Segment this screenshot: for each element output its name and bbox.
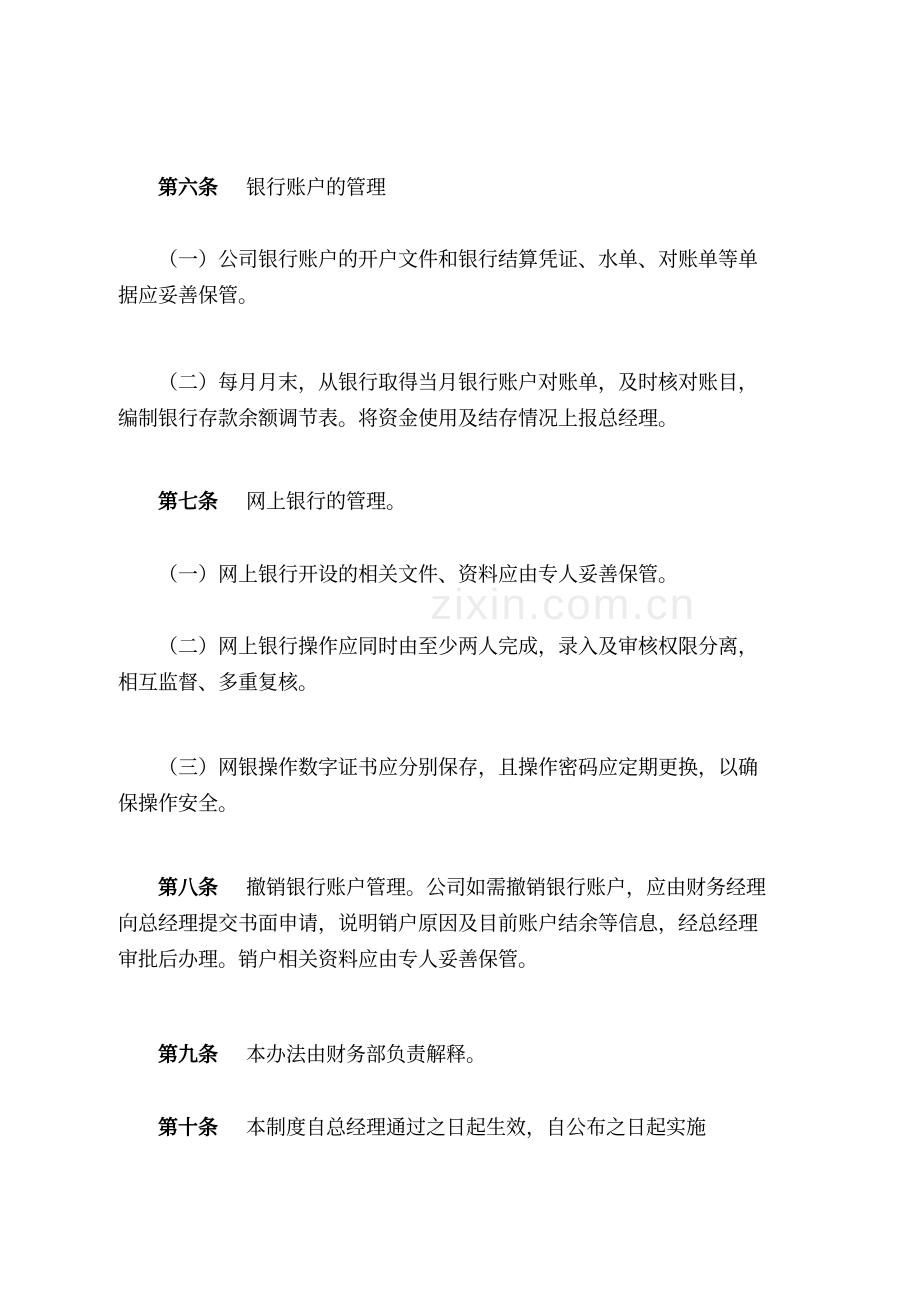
article-7-item-1 — [118, 556, 802, 592]
watermark: zixin.com.cn — [430, 580, 697, 629]
article-8-line-3: 审批后办理。销户相关资料应由专人妥善保管。 — [118, 947, 538, 971]
article-9 — [118, 1036, 802, 1072]
article-7-heading — [118, 483, 802, 519]
article-7-item-2-line-2: 相互监督、多重复核。 — [118, 670, 318, 694]
article-7-item-2 — [118, 628, 802, 700]
article-10-label: 第十条 — [158, 1115, 218, 1139]
article-10-text: 本制度自总经理通过之日起生效，自公布之日起实施 — [246, 1115, 706, 1139]
article-7-title: 网上银行的管理。 — [246, 489, 406, 513]
article-7-item-2-line-1: （二）网上银行操作应同时由至少两人完成，录入及审核权限分离， — [158, 634, 758, 658]
article-8-line-1: 撤销银行账户管理。公司如需撤销银行账户，应由财务经理 — [246, 875, 766, 899]
article-6-item-2-line-1: （二）每月月末，从银行取得当月银行账户对账单，及时核对账目， — [158, 370, 758, 394]
article-7-item-3 — [118, 749, 802, 821]
article-6-label: 第六条 — [158, 175, 218, 199]
article-8-line-2: 向总经理提交书面申请，说明销户原因及目前账户结余等信息，经总经理 — [118, 911, 758, 935]
article-9-text: 本办法由财务部负责解释。 — [246, 1042, 486, 1066]
article-6-title: 银行账户的管理 — [246, 175, 386, 199]
article-6-item-1-line-2: 据应妥善保管。 — [118, 283, 258, 307]
article-6-item-2 — [118, 364, 802, 436]
article-7-item-3-line-1: （三）网银操作数字证书应分别保存，且操作密码应定期更换，以确 — [158, 755, 758, 779]
article-6-item-1-line-1: （一）公司银行账户的开户文件和银行结算凭证、水单、对账单等单 — [158, 247, 758, 271]
article-7-label: 第七条 — [158, 489, 218, 513]
article-6-heading — [118, 169, 802, 205]
article-8 — [118, 869, 802, 977]
article-9-label: 第九条 — [158, 1042, 218, 1066]
article-8-label: 第八条 — [158, 875, 218, 899]
article-6-item-1 — [118, 241, 802, 313]
article-7-item-3-line-2: 保操作安全。 — [118, 791, 238, 815]
article-10 — [118, 1109, 802, 1145]
article-7-item-1-line-1: （一）网上银行开设的相关文件、资料应由专人妥善保管。 — [158, 562, 678, 586]
article-6-item-2-line-2: 编制银行存款余额调节表。将资金使用及结存情况上报总经理。 — [118, 406, 678, 430]
